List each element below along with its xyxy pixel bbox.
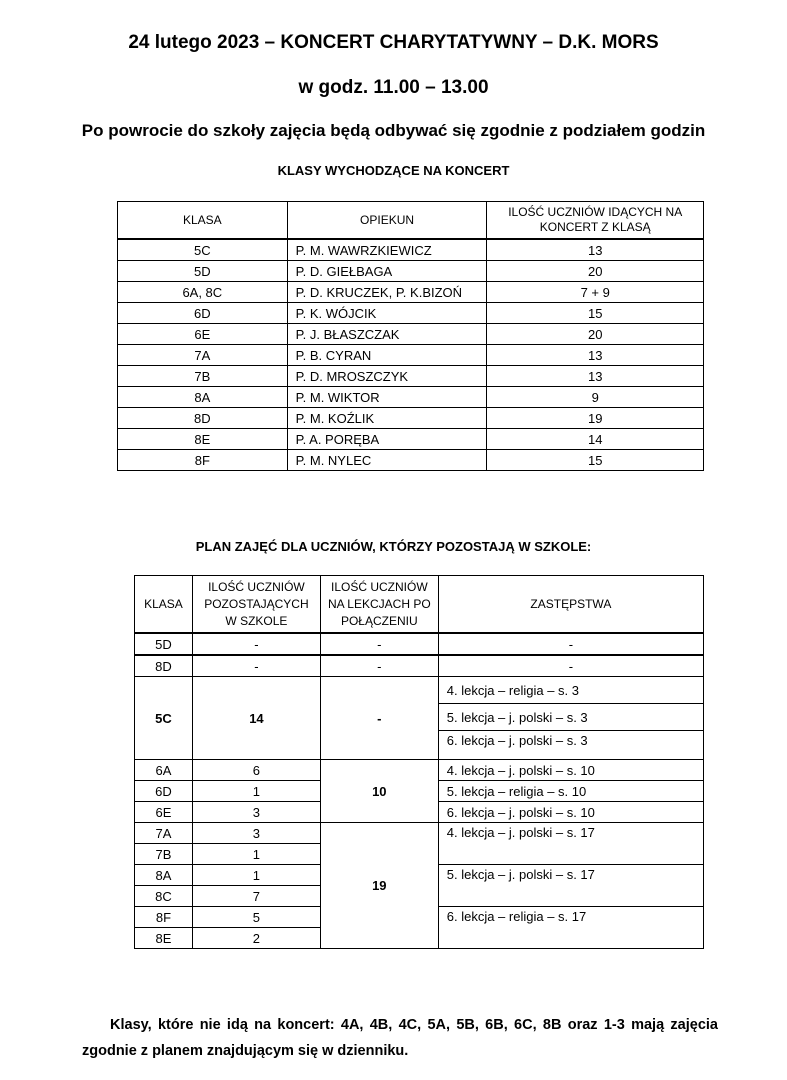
table-row: [118, 303, 704, 324]
klasa-cell: 8A: [118, 387, 288, 408]
klasa-cell: 5D: [118, 261, 288, 282]
opiekun-cell: P. D. KRUCZEK, P. K.BIZOŃ: [287, 282, 487, 303]
subs-cell: 5. lekcja – j. polski – s. 3: [438, 704, 703, 731]
subs-cell: 5. lekcja – religia – s. 10: [438, 781, 703, 802]
table-header-row: [118, 202, 704, 240]
table-row: [135, 760, 704, 781]
opiekun-cell: P. K. WÓJCIK: [287, 303, 487, 324]
event-time: w godz. 11.00 – 13.00: [298, 77, 489, 98]
count-cell: 19: [487, 408, 704, 429]
table-row: [118, 408, 704, 429]
subs-cell: 4. lekcja – religia – s. 3: [438, 677, 703, 704]
table-row: [118, 239, 704, 261]
count-cell: 1: [192, 844, 320, 865]
count-cell: 7 + 9: [487, 282, 704, 303]
klasa-cell: 6A: [135, 760, 193, 781]
count-cell: -: [192, 655, 320, 677]
klasa-cell: 5C: [135, 677, 193, 760]
klasa-cell: 8F: [135, 907, 193, 928]
table-row: [118, 450, 704, 471]
opiekun-cell: P. D. MROSZCZYK: [287, 366, 487, 387]
opiekun-cell: P. M. WIKTOR: [287, 387, 487, 408]
klasa-cell: 8C: [135, 886, 193, 907]
opiekun-cell: P. M. KOŹLIK: [287, 408, 487, 429]
count-cell: 9: [487, 387, 704, 408]
klasa-cell: 5D: [135, 633, 193, 655]
count-cell: 1: [192, 865, 320, 886]
table1-title: KLASY WYCHODZĄCE NA KONCERT: [277, 163, 510, 178]
count-cell: 1: [192, 781, 320, 802]
klasa-cell: 7A: [135, 823, 193, 844]
klasa-cell: 6A, 8C: [118, 282, 288, 303]
count-cell: 2: [192, 928, 320, 949]
header-klasa: KLASA: [118, 202, 288, 240]
count-cell: -: [192, 633, 320, 655]
count-cell: 7: [192, 886, 320, 907]
table-row: [135, 633, 704, 655]
table-row: [135, 823, 704, 844]
opiekun-cell: P. D. GIEŁBAGA: [287, 261, 487, 282]
page-title: 24 lutego 2023 – KONCERT CHARYTATYWNY – D.K. MORS: [128, 32, 659, 53]
klasa-cell: 7B: [118, 366, 288, 387]
merged-cell: -: [320, 655, 438, 677]
klasa-cell: 8F: [118, 450, 288, 471]
subs-cell: -: [438, 655, 703, 677]
merged-cell: 19: [320, 823, 438, 949]
subs-cell: 4. lekcja – j. polski – s. 17: [438, 823, 703, 865]
klasa-cell: 8D: [118, 408, 288, 429]
return-info: Po powrocie do szkoły zajęcia będą odbywać się zgodnie z podziałem godzin: [81, 121, 706, 140]
klasa-cell: 6E: [118, 324, 288, 345]
count-cell: 14: [192, 677, 320, 760]
school-plan-table: [134, 575, 704, 949]
concert-classes-table: [117, 201, 704, 471]
table-row: [118, 324, 704, 345]
merged-cell: -: [320, 633, 438, 655]
klasa-cell: 6D: [118, 303, 288, 324]
klasa-cell: 7A: [118, 345, 288, 366]
table-row: [118, 345, 704, 366]
opiekun-cell: P. M. NYLEC: [287, 450, 487, 471]
header-ilosc: ILOŚĆ UCZNIÓW IDĄCYCH NA KONCERT Z KLASĄ: [487, 202, 704, 240]
opiekun-cell: P. M. WAWRZKIEWICZ: [287, 239, 487, 261]
klasa-cell: 5C: [118, 239, 288, 261]
klasa-cell: 6D: [135, 781, 193, 802]
klasa-cell: 8E: [135, 928, 193, 949]
table-row: [118, 429, 704, 450]
subs-cell: 6. lekcja – j. polski – s. 10: [438, 802, 703, 823]
table-row: [118, 366, 704, 387]
klasa-cell: 8D: [135, 655, 193, 677]
klasa-cell: 8A: [135, 865, 193, 886]
table-row: [135, 655, 704, 677]
table1-body: [118, 239, 704, 471]
opiekun-cell: P. B. CYRAN: [287, 345, 487, 366]
subs-cell: 6. lekcja – j. polski – s. 3: [438, 731, 703, 760]
subs-cell: 6. lekcja – religia – s. 17: [438, 907, 703, 949]
klasa-cell: 7B: [135, 844, 193, 865]
count-cell: 6: [192, 760, 320, 781]
opiekun-cell: P. J. BŁASZCZAK: [287, 324, 487, 345]
count-cell: 3: [192, 823, 320, 844]
count-cell: 13: [487, 239, 704, 261]
header-pozostajacych: ILOŚĆ UCZNIÓW POZOSTAJĄCYCH W SZKOLE: [192, 576, 320, 634]
count-cell: 20: [487, 324, 704, 345]
klasa-cell: 8E: [118, 429, 288, 450]
count-cell: 20: [487, 261, 704, 282]
table-row: [118, 282, 704, 303]
table-header-row: [135, 576, 704, 634]
count-cell: 13: [487, 366, 704, 387]
count-cell: 15: [487, 450, 704, 471]
count-cell: 15: [487, 303, 704, 324]
subs-cell: -: [438, 633, 703, 655]
merged-cell: -: [320, 677, 438, 760]
table2-title: PLAN ZAJĘĆ DLA UCZNIÓW, KTÓRZY POZOSTAJĄ W SZKOLE:: [195, 539, 592, 554]
merged-cell: 10: [320, 760, 438, 823]
header-opiekun: OPIEKUN: [287, 202, 487, 240]
opiekun-cell: P. A. PORĘBA: [287, 429, 487, 450]
count-cell: 5: [192, 907, 320, 928]
footer-note: Klasy, które nie idą na koncert: 4A, 4B, 4C, 5A, 5B, 6B, 6C, 8B oraz 1-3 mają zajęcia zgodnie z planem znajdującym się w dzienniku.: [82, 1017, 718, 1059]
header-zastepstwa: ZASTĘPSTWA: [438, 576, 703, 634]
subs-cell: 4. lekcja – j. polski – s. 10: [438, 760, 703, 781]
header-po-polaczeniu: ILOŚĆ UCZNIÓW NA LEKCJACH PO POŁĄCZENIU: [320, 576, 438, 634]
count-cell: 14: [487, 429, 704, 450]
table-row: [135, 677, 704, 704]
header-klasa: KLASA: [135, 576, 193, 634]
count-cell: 13: [487, 345, 704, 366]
klasa-cell: 6E: [135, 802, 193, 823]
subs-cell: 5. lekcja – j. polski – s. 17: [438, 865, 703, 907]
table-row: [118, 387, 704, 408]
table-row: [118, 261, 704, 282]
count-cell: 3: [192, 802, 320, 823]
